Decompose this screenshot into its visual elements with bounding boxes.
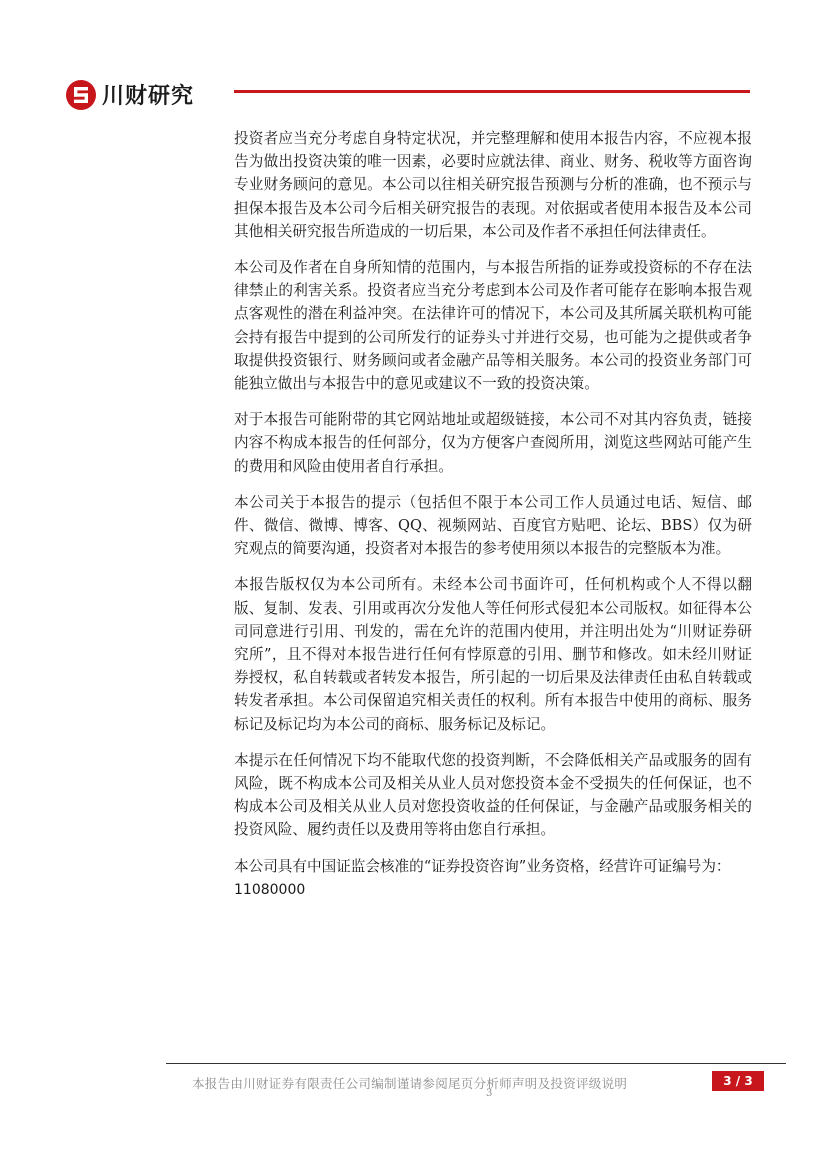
page-number-badge: 3 / 3 xyxy=(712,1071,764,1091)
disclaimer-paragraph: 投资者应当充分考虑自身特定状况，并完整理解和使用本报告内容，不应视本报告为做出投资决策的唯一因素，必要时应就法律、商业、财务、税收等方面咨询专业财务顾问的意见。本公司以往相关研究报告预测与分析的准确，也不预示与担保本报告及本公司今后相关研究报告的表现。对依据或者使用本报告及本公司其他相关研究报告所造成的一切后果，本公司及作者不承担任何法律责任。 xyxy=(234,130,752,240)
page-header xyxy=(0,0,827,120)
chuancai-logo-icon xyxy=(66,80,96,110)
disclaimer-paragraph: 本公司及作者在自身所知情的范围内，与本报告所指的证券或投资标的不存在法律禁止的利害关系。投资者应当充分考虑到本公司及作者可能存在影响本报告观点客观性的潜在利益冲突。在法律许可的情况下，本公司及其所属关联机构可能会持有报告中提到的公司所发行的证券头寸并进行交易，也可能为之提供或者争取提供投资银行、财务顾问或者金融产品等相关服务。本公司的投资业务部门可能独立做出与本报告中的意见或建议不一致的投资决策。 xyxy=(234,259,752,393)
footer-note: 本报告由川财证券有限责任公司编制谨请参阅尾页分析师声明及投资评级说明 xyxy=(192,1076,628,1091)
page-number-stub: 3 xyxy=(486,1088,493,1099)
license-number: 11080000 xyxy=(234,881,306,898)
footer-divider xyxy=(166,1063,786,1064)
disclaimer-paragraph: 本报告版权仅为本公司所有。未经本公司书面许可，任何机构或个人不得以翻版、复制、发表、引用或再次分发他人等任何形式侵犯本公司版权。如征得本公司同意进行引用、刊发的，需在允许的范围内使用，并注明出处为“川财证券研究所”，且不得对本报告进行任何有悖原意的引用、删节和修改。如未经川财证券授权，私自转载或者转发本报告，所引起的一切后果及法律责任由私自转载或转发者承担。本公司保留追究相关责任的权利。所有本报告中使用的商标、服务标记及标记均为本公司的商标、服务标记及标记。 xyxy=(234,576,752,733)
disclaimer-paragraph: 对于本报告可能附带的其它网站地址或超级链接，本公司不对其内容负责，链接内容不构成本报告的任何部分，仅为方便客户查阅所用，浏览这些网站可能产生的费用和风险由使用者自行承担。 xyxy=(234,411,752,475)
license-statement: 本公司具有中国证监会核准的“证券投资咨询”业务资格，经营许可证编号为： xyxy=(234,857,731,875)
disclaimer-paragraph: 本公司关于本报告的提示（包括但不限于本公司工作人员通过电话、短信、邮件、微信、微博、博客、QQ、视频网站、百度官方贴吧、论坛、BBS）仅为研究观点的简要沟通，投资者对本报告的参考使用须以本报告的完整版本为准。 xyxy=(234,493,752,558)
license-paragraph xyxy=(234,855,752,902)
company-logo xyxy=(66,79,194,110)
header-divider xyxy=(234,90,750,93)
logo-text: 川财研究 xyxy=(102,84,195,109)
disclaimer-body xyxy=(234,127,752,915)
disclaimer-paragraph: 本提示在任何情况下均不能取代您的投资判断，不会降低相关产品或服务的固有风险，既不构成本公司及相关从业人员对您投资本金不受损失的任何保证，也不构成本公司及相关从业人员对您投资收益的任何保证，与金融产品或服务相关的投资风险、履约责任以及费用等将由您自行承担。 xyxy=(234,751,752,839)
